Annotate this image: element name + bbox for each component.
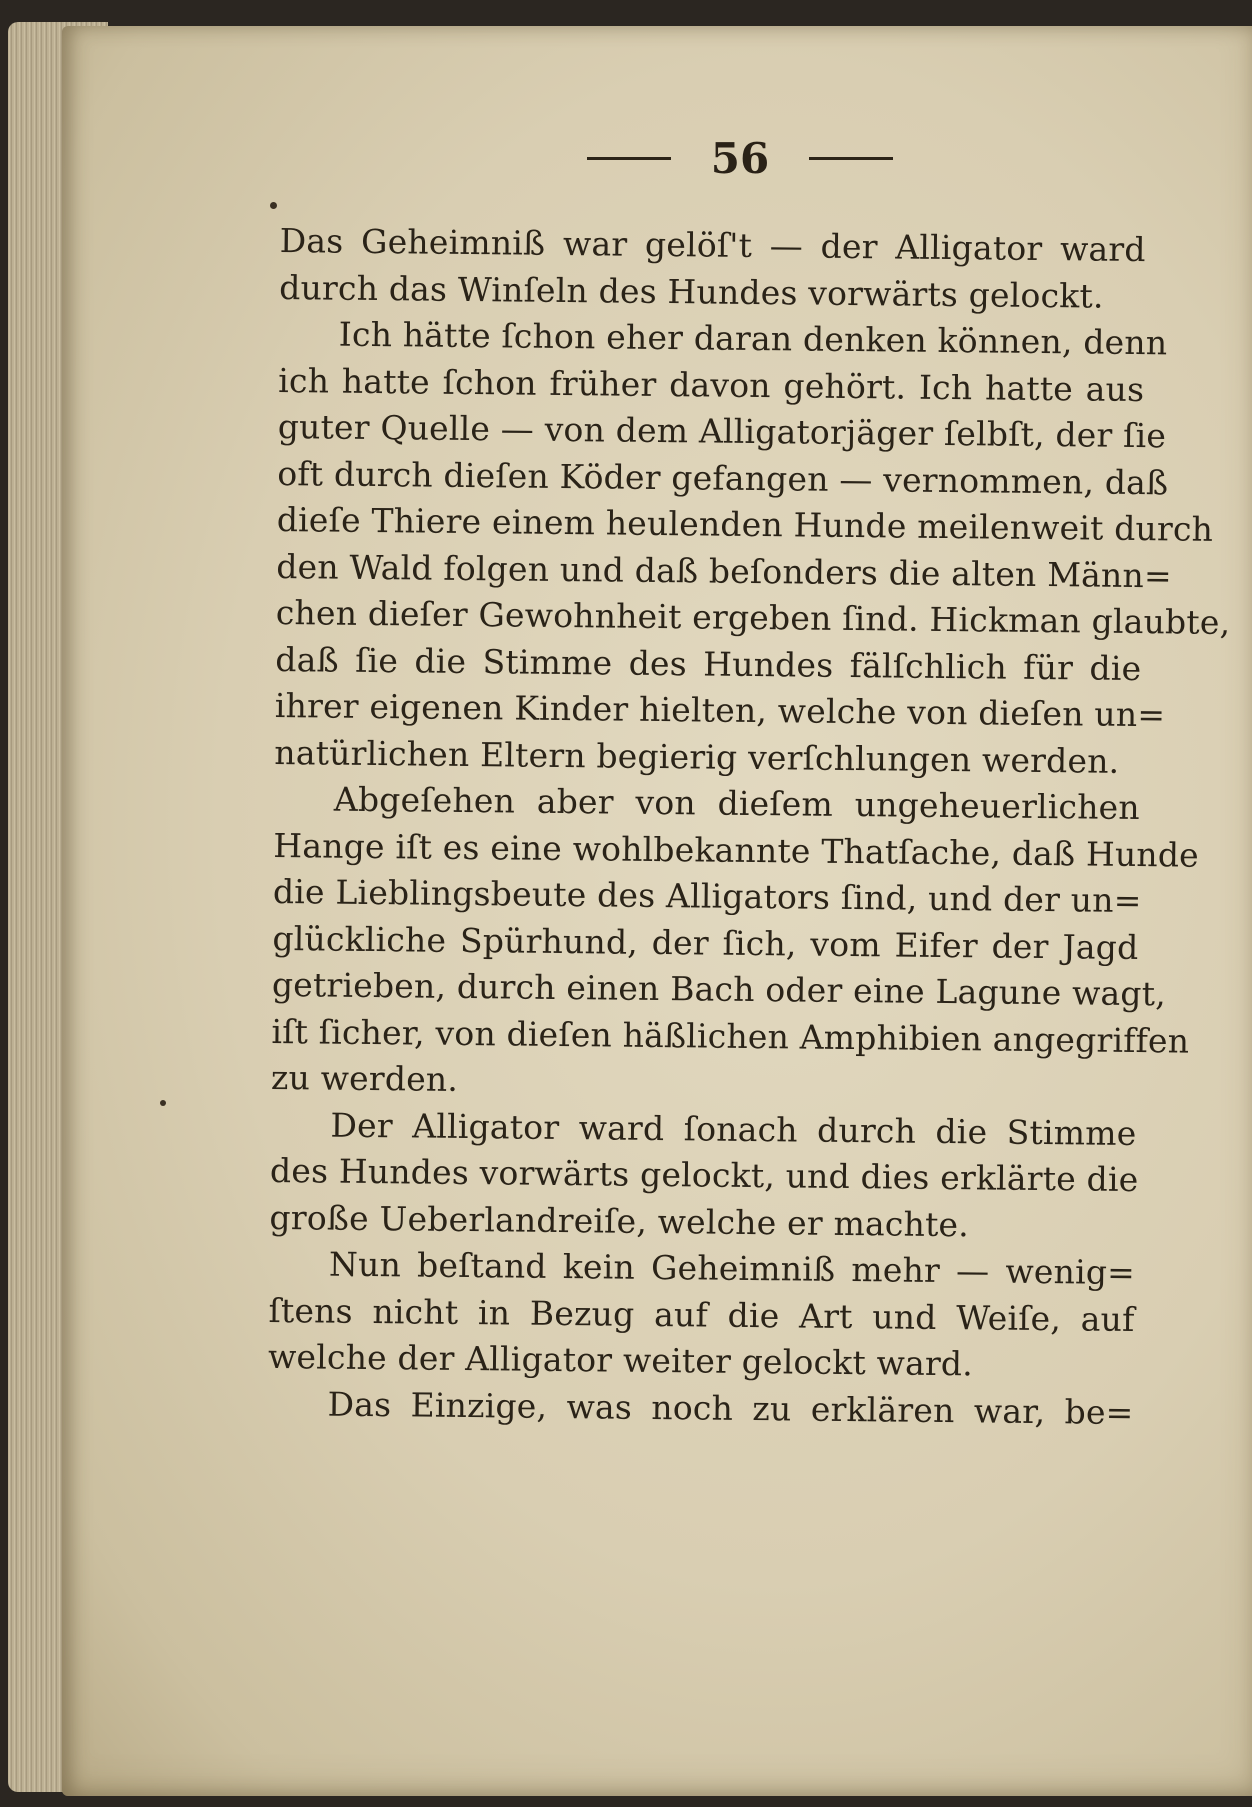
text-line: große Ueberlandreiſe, welche er machte. (269, 1197, 970, 1244)
text-line: Der Alligator ward ſonach durch die Stimme (330, 1105, 1137, 1153)
text-line: dieſe Thiere einem heulenden Hunde meilenweit durch (276, 499, 1214, 549)
text-line: Nun beſtand kein Geheimniß mehr — wenig= (328, 1244, 1136, 1293)
text-line: zu werden. (270, 1057, 459, 1099)
text-line: daß ſie die Stimme des Hundes fälſchlich für die (275, 639, 1142, 688)
text-line: getrieben, durch einen Bach oder eine Lagune wagt, (271, 964, 1167, 1014)
text-line: ſtens nicht in Bezug auf die Art und Weiſe, auf (268, 1290, 1135, 1339)
text-line: Ich hätte ſchon eher daran denken können, denn (338, 314, 1168, 363)
page-number: 56 (710, 133, 770, 183)
text-line: ihrer eigenen Kinder hielten, welche von dieſen un= (274, 685, 1166, 735)
header-rule-right (809, 157, 893, 160)
text-line: iſt ſicher, von dieſen häßlichen Amphibien angegriffen (271, 1011, 1190, 1061)
text-line: chen dieſer Gewohnheit ergeben ſind. Hickman glaubte, (275, 592, 1231, 642)
ink-speck (270, 202, 277, 209)
page-header (570, 128, 910, 188)
text-line: durch das Winſeln des Hundes vorwärts gelockt. (279, 267, 1104, 316)
text-line: welche der Alligator weiter gelockt ward. (267, 1336, 974, 1384)
text-line: Das Geheimniß war gelöſ't — der Alligator ward (279, 220, 1146, 270)
text-line: Das Einzige, was noch zu erklären war, be= (327, 1384, 1134, 1432)
text-line: guter Quelle — von dem Alligatorjäger ſelbſt, der ſie (277, 406, 1167, 456)
text-line: Hange iſt es eine wohlbekannte Thatſache, daß Hunde (273, 825, 1200, 875)
text-line: glückliche Spürhund, der ſich, vom Eifer der Jagd (272, 918, 1139, 967)
header-rule-left (587, 157, 671, 160)
text-line: des Hundes vorwärts gelockt, und dies erklärte die (269, 1150, 1139, 1200)
text-line: natürlichen Eltern begierig verſchlungen werden. (274, 732, 1120, 781)
text-line: die Lieblingsbeute des Alligators ſind, und der un= (272, 871, 1142, 921)
body-text (267, 218, 1231, 1436)
ink-speck (160, 1100, 166, 1106)
text-line: oft durch dieſen Köder gefangen — vernommen, daß (277, 453, 1169, 502)
text-line: ich hatte ſchon früher davon gehört. Ich hatte aus (278, 360, 1145, 409)
text-line: den Wald folgen und daß beſonders die alten Männ= (276, 546, 1173, 595)
text-line: Abgeſehen aber von dieſem ungeheuerlichen (333, 779, 1141, 828)
